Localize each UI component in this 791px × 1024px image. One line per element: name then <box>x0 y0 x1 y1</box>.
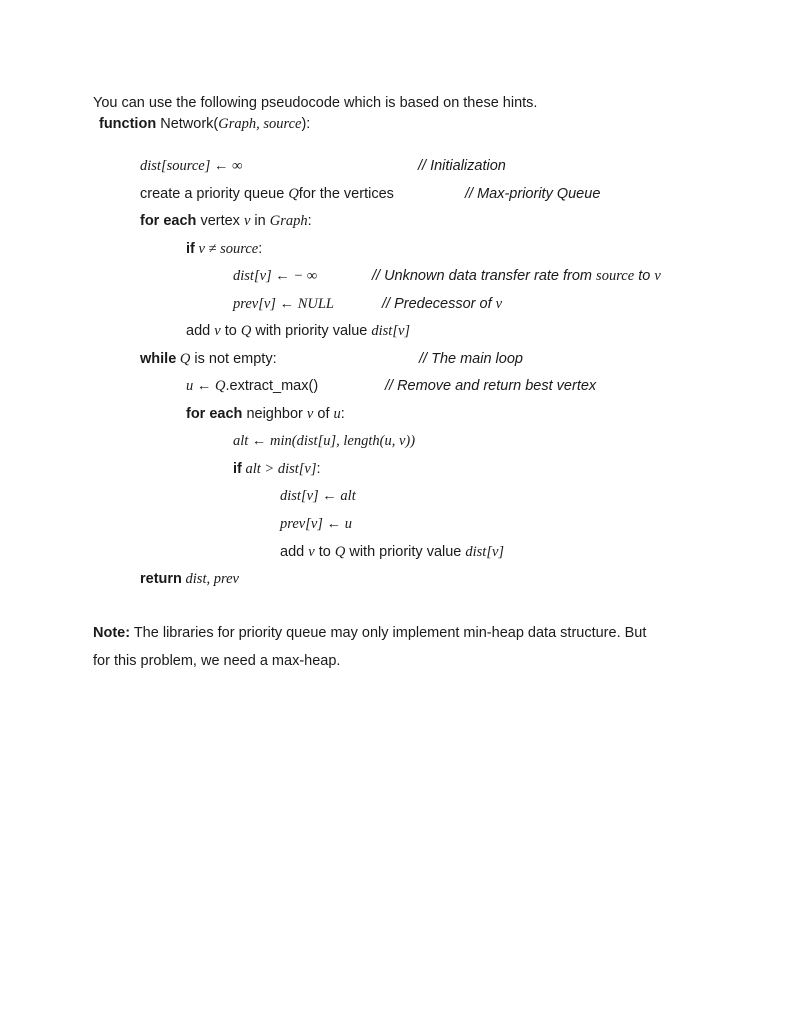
function-close: ): <box>301 116 311 132</box>
keyword: if <box>233 461 242 477</box>
code-line-if-alt <box>233 460 321 478</box>
text: // Predecessor of <box>382 296 496 312</box>
math: v <box>654 268 661 284</box>
math: v <box>308 544 315 560</box>
text: : <box>340 406 345 422</box>
code-line-prev-null: prev[v] ← NULL <box>233 296 334 312</box>
comment-unknown-rate <box>372 267 661 285</box>
text: to <box>220 323 241 339</box>
text: for the vertices <box>298 186 394 202</box>
keyword: for each <box>186 406 243 422</box>
math: Q <box>334 544 346 560</box>
code-line-add-to-queue-2 <box>280 543 504 561</box>
text: to <box>314 544 335 560</box>
text: add <box>186 323 215 339</box>
math: dist, prev <box>181 571 239 587</box>
text: of <box>313 406 334 422</box>
math-q: Q <box>288 186 299 202</box>
math: v <box>306 406 314 422</box>
text: .extract_max() <box>225 378 319 394</box>
math: u <box>333 406 341 422</box>
math: u ← Q <box>186 378 226 394</box>
text: to <box>634 268 655 284</box>
code-line-extract-max <box>186 377 318 395</box>
function-signature <box>99 115 310 133</box>
text: create a priority queue <box>140 186 289 202</box>
note-text: The libraries for priority queue may only implement min-heap data structure. But <box>130 625 647 641</box>
comment-main-loop: // The main loop <box>419 351 523 367</box>
code-line-prev-u: prev[v] ← u <box>280 516 352 532</box>
code-line-add-to-queue <box>186 322 410 340</box>
code-line-alt: alt ← min(dist[u], length(u, v)) <box>233 433 416 449</box>
text: neighbor <box>242 406 307 422</box>
math: dist[v] <box>465 544 505 560</box>
code-line-for-each-vertex <box>140 212 312 230</box>
code-line-init: dist[source] ← ∞ <box>140 158 243 174</box>
math-graph: Graph <box>269 213 308 229</box>
math: v ≠ source <box>194 241 259 257</box>
math: v <box>214 323 221 339</box>
text: : <box>316 461 321 477</box>
function-keyword: function <box>99 116 157 132</box>
note-line-2: for this problem, we need a max-heap. <box>93 653 341 669</box>
code-line-return <box>140 570 239 588</box>
comment-remove-return: // Remove and return best vertex <box>385 378 597 394</box>
comment-predecessor <box>382 295 502 313</box>
note-label: Note: <box>93 625 131 641</box>
text: is not empty: <box>190 351 277 367</box>
math: source <box>596 268 635 284</box>
math: v <box>495 296 503 312</box>
code-line-dist-neg-inf: dist[v] ← − ∞ <box>233 268 318 284</box>
text: with priority value <box>345 544 466 560</box>
math-v: v <box>243 213 251 229</box>
text: // Unknown data transfer rate from <box>372 268 597 284</box>
keyword: for each <box>140 213 197 229</box>
text: in <box>250 213 270 229</box>
text: : <box>258 241 263 257</box>
code-line-dist-alt: dist[v] ← alt <box>280 488 356 504</box>
code-line-create-queue <box>140 185 394 203</box>
text: add <box>280 544 309 560</box>
text: vertex <box>196 213 244 229</box>
function-name: Network( <box>160 116 219 132</box>
code-line-for-each-neighbor <box>186 405 345 423</box>
intro-text: You can use the following pseudocode which is based on these hints. <box>93 95 538 111</box>
keyword: return <box>140 571 182 587</box>
math: Q <box>240 323 252 339</box>
comment-initialization: // Initialization <box>418 158 506 174</box>
keyword: while <box>140 351 177 367</box>
math: Q <box>176 351 191 367</box>
function-params: Graph, source <box>218 116 302 132</box>
note-line-1 <box>93 624 646 642</box>
math: dist[v] <box>371 323 411 339</box>
math: alt > dist[v] <box>241 461 317 477</box>
code-line-if-not-source <box>186 240 262 258</box>
code-line-while <box>140 350 277 368</box>
text: : <box>307 213 312 229</box>
keyword: if <box>186 241 195 257</box>
comment-max-priority: // Max-priority Queue <box>465 186 601 202</box>
text: with priority value <box>251 323 372 339</box>
